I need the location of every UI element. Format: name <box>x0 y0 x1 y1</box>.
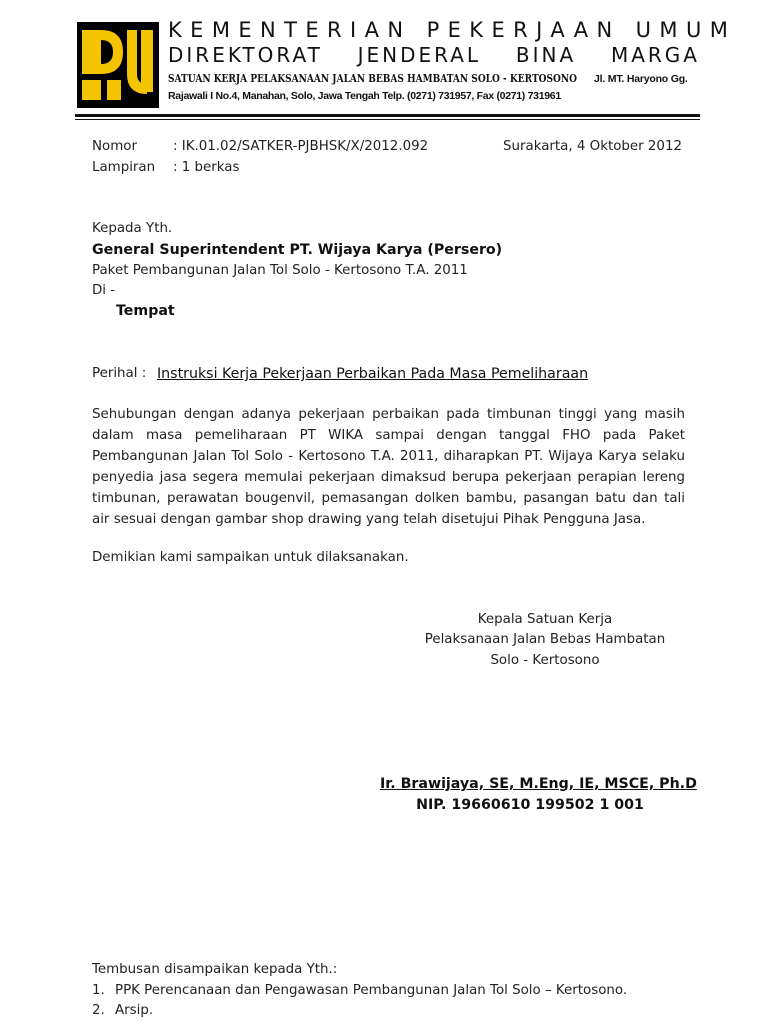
unit-name: SATUAN KERJA PELAKSANAAN JALAN BEBAS HAMBATAN SOLO - KERTOSONO <box>168 72 578 85</box>
signatory-nip: NIP. 19660610 199502 1 001 <box>416 797 644 813</box>
nomor-label: Nomor <box>92 139 137 154</box>
closing-sentence: Demikian kami sampaikan untuk dilaksanakan. <box>92 550 409 565</box>
letterhead-directorate <box>168 43 700 67</box>
lampiran-value: : 1 berkas <box>173 160 240 175</box>
address-part1: Jl. MT. Haryono Gg. <box>594 73 688 85</box>
place-date: Surakarta, 4 Oktober 2012 <box>503 139 682 154</box>
signature-title-line3: Solo - Kertosono <box>490 653 600 668</box>
signatory-name: Ir. Brawijaya, SE, M.Eng, IE, MSCE, Ph.D <box>380 776 697 792</box>
cc-item-text: PPK Perencanaan dan Pengawasan Pembangunan Jalan Tol Solo – Kertosono. <box>115 983 628 998</box>
letterhead-divider <box>75 114 700 117</box>
nomor-value: : IK.01.02/SATKER-PJBHSK/X/2012.092 <box>173 139 429 154</box>
directorate-word: JENDERAL <box>357 43 482 67</box>
subject-text: Instruksi Kerja Pekerjaan Perbaikan Pada Masa Pemeliharaan <box>157 366 589 382</box>
subject-label: Perihal : <box>92 366 147 381</box>
signature-title-line2: Pelaksanaan Jalan Bebas Hambatan <box>424 632 666 647</box>
body-paragraph: Sehubungan dengan adanya pekerjaan perbaikan pada timbunan tinggi yang masih dalam masa pemeliharaan PT WIKA sampai dengan tanggal FHO pada Paket Pembangunan Jalan Tol Solo - Kertosono T.A. 2011, diharapkan PT. Wijaya Karya selaku penyedia jasa segera memulai pekerjaan dimaksud berupa pekerjaan perapian lereng timbunan, perawatan bougenvil, pemasangan dolken bambu, pasangan batu dan tali air sesuai dengan gambar shop drawing yang telah disetujui Pihak Pengguna Jasa. <box>92 407 685 527</box>
cc-item-text: Arsip. <box>115 1003 154 1018</box>
recipient-di: Di - <box>92 283 116 298</box>
directorate-word: DIREKTORAT <box>168 43 323 67</box>
recipient-name: General Superintendent PT. Wijaya Karya (Persero) <box>92 242 503 258</box>
letterhead-ministry: KEMENTERIAN PEKERJAAN UMUM <box>168 18 737 42</box>
cc-item-number: 1. <box>92 983 105 998</box>
address-part2: Rajawali I No.4, Manahan, Solo, Jawa Tengah Telp. (0271) 731957, Fax (0271) 731961 <box>168 90 561 102</box>
cc-item-number: 2. <box>92 1003 105 1018</box>
directorate-word: BINA <box>515 43 577 67</box>
recipient-greeting: Kepada Yth. <box>92 221 173 236</box>
letterhead-divider-thin <box>75 119 700 120</box>
ministry-logo-icon <box>77 22 159 108</box>
lampiran-label: Lampiran <box>92 160 156 175</box>
signature-title-line1: Kepala Satuan Kerja <box>477 612 613 627</box>
recipient-place: Tempat <box>116 303 175 319</box>
directorate-word: MARGA <box>610 43 700 67</box>
cc-heading: Tembusan disampaikan kepada Yth.: <box>92 962 338 977</box>
letterhead-unit <box>168 72 708 85</box>
recipient-project: Paket Pembangunan Jalan Tol Solo - Kertosono T.A. 2011 <box>92 263 468 278</box>
